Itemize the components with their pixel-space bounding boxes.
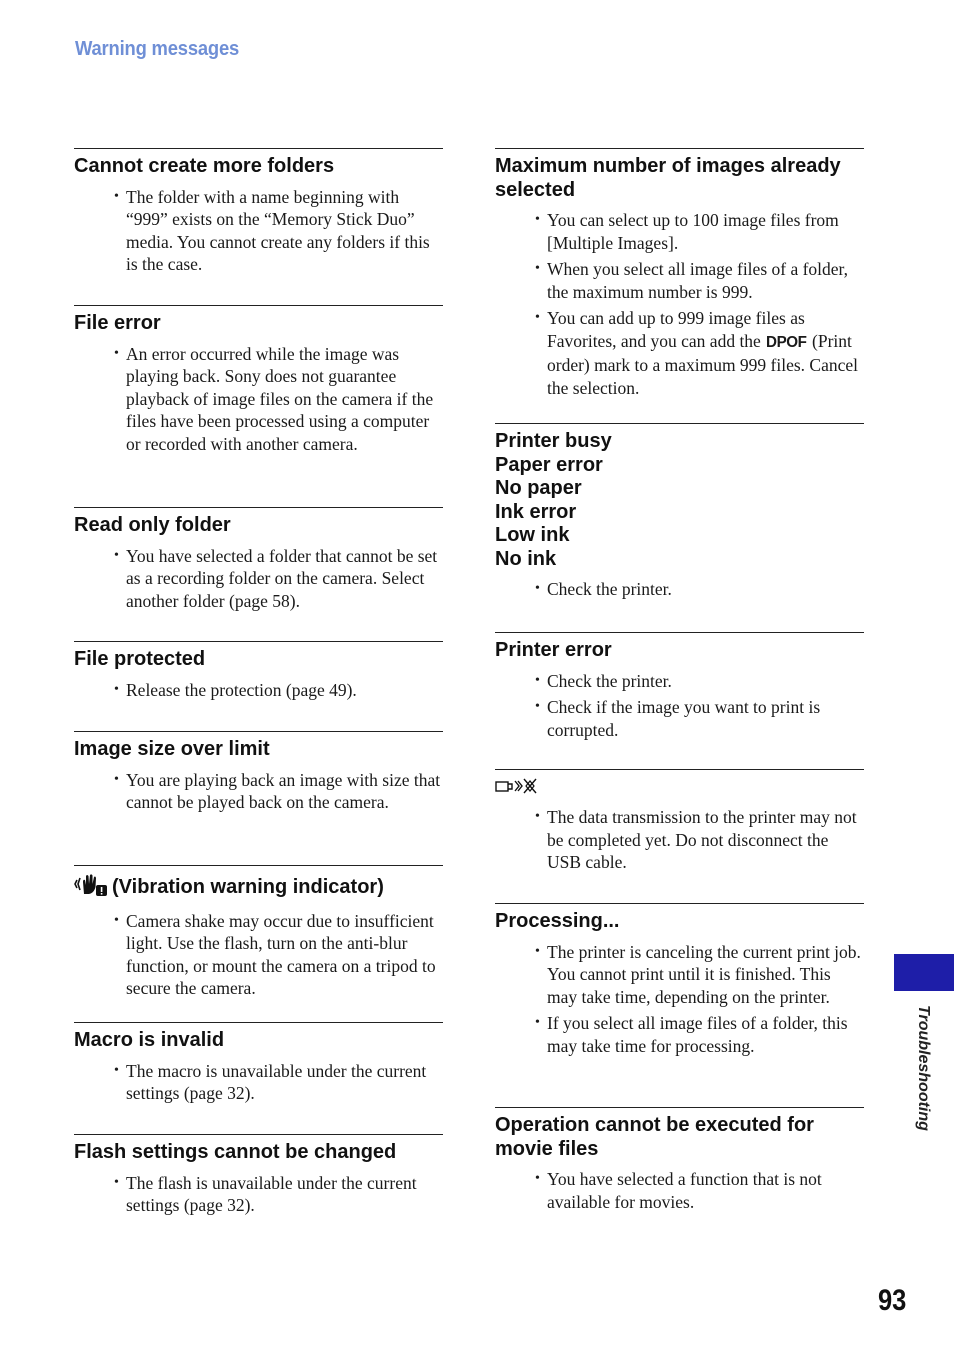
bullet-item: • Camera shake may occur due to insufficient light. Use the flash, turn on the anti-blur function, or mount the camera on a tripod to secure the camera. — [126, 910, 443, 1000]
section-title: No paper — [495, 477, 582, 499]
section-title: Macro is invalid — [74, 1029, 225, 1051]
section-title: Processing... — [495, 910, 620, 932]
section-title: File error — [74, 312, 161, 334]
section-printer-error — [495, 632, 864, 769]
section-title: Paper error — [495, 453, 603, 476]
section-title: Ink error — [495, 500, 577, 523]
bullet-item: • When you select all image files of a folder, the maximum number is 999. — [547, 258, 864, 303]
bullet-item: • Check if the image you want to print is corrupted. — [547, 696, 864, 741]
section-file-error — [74, 305, 443, 507]
vibration-warning-icon — [74, 872, 108, 903]
section-title: Maximum number of images already selected — [495, 155, 841, 201]
section-usb-transfer — [495, 769, 864, 903]
bullet-item: • You have selected a function that is not available for movies. — [547, 1168, 864, 1213]
section-flash-settings — [74, 1134, 443, 1236]
bullet-item: • If you select all image files of a folder, this may take time for processing. — [547, 1012, 864, 1057]
bullet-item: • Check the printer. — [547, 670, 864, 693]
dpof-mark: DPOF — [766, 333, 807, 351]
bullet-item: • Release the protection (page 49). — [126, 679, 443, 702]
bullet-item: • An error occurred while the image was playing back. Sony does not guarantee playback of image files on the camera if the files have been processed using a computer or recorded with another camera. — [126, 343, 443, 456]
page-header: Warning messages — [75, 38, 240, 60]
bullet-item: • You have selected a folder that cannot be set as a recording folder on the camera. Select another folder (page 58). — [126, 545, 443, 613]
right-column — [495, 148, 864, 1224]
bullet-item: • The folder with a name beginning with “999” exists on the “Memory Stick Duo” media. You cannot create any folders if this is the case. — [126, 186, 443, 276]
section-max-images — [495, 148, 864, 423]
section-title: No ink — [495, 547, 557, 570]
bullet-text: You can add up to 999 image files as Favorites, and you can add the — [547, 308, 805, 351]
section-title: Low ink — [495, 524, 570, 546]
section-read-only-folder — [74, 507, 443, 641]
section-printer-busy — [495, 423, 864, 632]
section-title: Cannot create more folders — [74, 155, 335, 177]
section-cannot-create-folders — [74, 148, 443, 305]
section-macro-invalid — [74, 1022, 443, 1134]
section-title: Flash settings cannot be changed — [74, 1141, 397, 1163]
left-column — [74, 148, 443, 1236]
section-movie-files — [495, 1107, 864, 1224]
bullet-item: • Check the printer. — [547, 578, 864, 601]
bullet-text: (Print order) mark to a maximum 999 files. Cancel the selection. — [547, 330, 859, 398]
bullet-item: • The printer is canceling the current print job. You cannot print until it is finished. This may take time, depending on the printer. — [547, 941, 864, 1009]
bullet-item: • The macro is unavailable under the current settings (page 32). — [126, 1060, 443, 1105]
section-title: Printer busy — [495, 430, 612, 452]
section-vibration-warning — [74, 865, 443, 1022]
bullet-item: • You can select up to 100 image files from [Multiple Images]. — [547, 209, 864, 254]
section-title: Image size over limit — [74, 738, 270, 760]
side-tab — [894, 954, 954, 991]
section-image-size — [74, 731, 443, 865]
usb-transfer-icon — [495, 776, 539, 803]
page-number: 93 — [878, 1284, 907, 1317]
section-title: File protected — [74, 648, 206, 670]
bullet-item: • The flash is unavailable under the current settings (page 32). — [126, 1172, 443, 1217]
section-title: Printer error — [495, 639, 612, 661]
section-title: Read only folder — [74, 514, 231, 536]
bullet-item: • You are playing back an image with size that cannot be played back on the camera. — [126, 769, 443, 814]
section-file-protected — [74, 641, 443, 731]
section-title: (Vibration warning indicator) — [112, 876, 384, 898]
side-label: Troubleshooting — [915, 1005, 932, 1131]
bullet-item: • The data transmission to the printer may not be completed yet. Do not disconnect the USB cable. — [547, 806, 864, 874]
section-title: Operation cannot be executed for movie files — [495, 1114, 814, 1160]
bullet-item — [547, 307, 864, 399]
section-title-row — [74, 872, 443, 903]
section-processing — [495, 903, 864, 1107]
section-title-row — [495, 776, 864, 799]
